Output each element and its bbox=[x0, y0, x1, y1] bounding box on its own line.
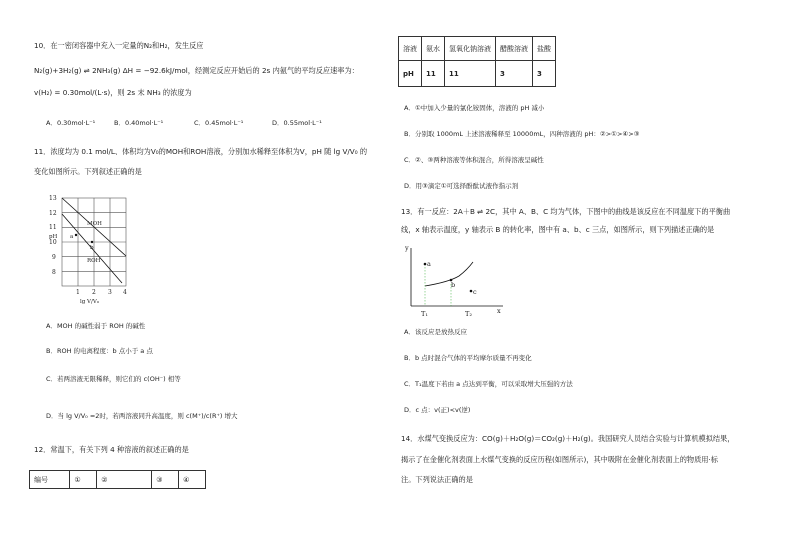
label-b: b bbox=[90, 245, 94, 251]
hdr-solution: 溶液 bbox=[399, 37, 422, 61]
q10-stem: 10．在一密闭容器中充入一定量的N₂和H₂，发生反应 bbox=[34, 41, 204, 50]
q10-option-d: D．0.55mol·L⁻¹ bbox=[272, 119, 322, 127]
q12-stem: 12．常温下，有关下列 4 种溶液的叙述正确的是 bbox=[34, 445, 189, 454]
ytick-9: 9 bbox=[52, 254, 56, 261]
cell-number-label: 编号 bbox=[30, 471, 70, 489]
q12-option-a: A．①中加入少量的氯化铵固体，溶液的 pH 减小 bbox=[404, 104, 545, 112]
q11-option-b: B．ROH 的电离程度：b 点小于 a 点 bbox=[46, 347, 153, 355]
x-axis-label: lg V/V₀ bbox=[80, 299, 100, 305]
label-moh: MOH bbox=[87, 221, 102, 227]
point-a bbox=[75, 234, 77, 236]
hdr-naoh: 氢氧化钠溶液 bbox=[445, 37, 496, 61]
q10-option-a: A．0.30mol·L⁻¹ bbox=[46, 119, 96, 127]
row-ph: pH bbox=[399, 61, 422, 87]
ytick-11: 11 bbox=[49, 224, 57, 231]
q14-line2: 揭示了在金催化剂表面上水煤气变换的反应历程(如图所示)，其中吸附在金催化剂表面上的物质用·标 bbox=[401, 455, 718, 464]
cell-4: ④ bbox=[179, 471, 206, 489]
q14-line3: 注。下列说法正确的是 bbox=[401, 475, 473, 484]
cell-1: ① bbox=[70, 471, 97, 489]
ph-dilution-graph bbox=[46, 192, 138, 310]
ytick-13: 13 bbox=[49, 195, 57, 202]
q12-option-c: C．②、③两种溶液等体积混合，所得溶液呈碱性 bbox=[404, 156, 544, 164]
ph-ammonia: 11 bbox=[422, 61, 445, 87]
cell-3: ③ bbox=[152, 471, 179, 489]
cell-2: ② bbox=[97, 471, 152, 489]
q13-stem-line2: 线，x 轴表示温度，y 轴表示 B 的转化率，图中有 a、b、c 三点，如图所示，则下列描述正确的是 bbox=[401, 225, 715, 234]
label-t1: T₁ bbox=[421, 310, 428, 318]
label-a: a bbox=[427, 260, 431, 268]
q13-option-c: C．T₁温度下若由 a 点达到平衡，可以采取增大压强的方法 bbox=[404, 380, 573, 388]
q13-option-b: B．b 点时混合气体的平均摩尔质量不再变化 bbox=[404, 354, 532, 362]
ph-hcl: 3 bbox=[533, 61, 556, 87]
q14-line1: 14．水煤气变换反应为：CO(g)＋H₂O(g)＝CO₂(g)＋H₂(g)。我国研究人员结合实验与计算机模拟结果， bbox=[401, 434, 735, 443]
conversion-temperature-graph bbox=[401, 242, 511, 318]
q10-option-b: B．0.40mol·L⁻¹ bbox=[114, 119, 164, 127]
q12-solution-table bbox=[398, 36, 556, 87]
ph-acetic: 3 bbox=[496, 61, 533, 87]
hdr-acetic: 醋酸溶液 bbox=[496, 37, 533, 61]
q13-option-d: D．c 点：v(正)<v(逆) bbox=[404, 406, 471, 414]
point-c bbox=[470, 290, 473, 293]
ytick-12: 12 bbox=[49, 210, 57, 217]
ytick-10: 10 bbox=[49, 239, 57, 246]
xtick-2: 2 bbox=[92, 289, 96, 296]
label-t2: T₂ bbox=[465, 310, 472, 318]
xtick-3: 3 bbox=[108, 289, 112, 296]
q12-option-b: B．分别取 1000mL 上述溶液稀释至 10000mL，四种溶液的 pH：②>①>④>③ bbox=[404, 130, 640, 138]
q11-option-a: A．MOH 的碱性弱于 ROH 的碱性 bbox=[46, 322, 146, 330]
label-c: c bbox=[473, 288, 477, 296]
q10-rate: v(H₂) = 0.30mol/(L·s)，则 2s 末 NH₃ 的浓度为 bbox=[34, 88, 192, 97]
q11-option-c: C．若两溶液无限稀释，则它们的 c(OH⁻) 相等 bbox=[46, 375, 181, 383]
point-a bbox=[424, 263, 427, 266]
equilibrium-curve bbox=[425, 262, 473, 286]
q12-number-table bbox=[29, 470, 206, 489]
q13-stem-line1: 13．有一反应：2A＋B ⇌ 2C，其中 A、B、C 均为气体，下图中的曲线是该反应在不同温度下的平衡曲 bbox=[401, 207, 731, 216]
label-b: b bbox=[451, 281, 456, 289]
label-roh: ROH bbox=[87, 258, 101, 264]
q10-option-c: C．0.45mol·L⁻¹ bbox=[194, 119, 244, 127]
label-a: a bbox=[70, 234, 74, 240]
y-axis-label: y bbox=[405, 244, 409, 252]
hdr-ammonia: 氨水 bbox=[422, 37, 445, 61]
q11-stem-line1: 11．浓度均为 0.1 mol/L、体积均为V₀的MOH和ROH溶液，分别加水稀释至体积为V，pH 随 lg V/V₀ 的 bbox=[34, 147, 368, 156]
hdr-hcl: 盐酸 bbox=[533, 37, 556, 61]
xtick-4: 4 bbox=[123, 289, 127, 296]
q13-option-a: A．该反应是放热反应 bbox=[404, 328, 467, 336]
y-axis-label: pH bbox=[49, 234, 58, 240]
xtick-1: 1 bbox=[76, 289, 80, 296]
ph-naoh: 11 bbox=[445, 61, 496, 87]
point-b bbox=[91, 241, 93, 243]
q11-stem-line2: 变化如图所示。下列叙述正确的是 bbox=[34, 167, 142, 176]
q11-option-d: D．当 lg V/V₀ =2时，若两溶液同升高温度，则 c(M⁺)/c(R⁺) 增大 bbox=[46, 412, 238, 420]
q10-reaction: N₂(g)+3H₂(g) ⇌ 2NH₃(g) ΔH = −92.6kJ/mol，经测定反应开始后的 2s 内氨气的平均反应速率为： bbox=[34, 66, 359, 75]
q12-option-d: D．用③滴定①可选择酚酞试液作指示剂 bbox=[404, 182, 519, 190]
ytick-8: 8 bbox=[52, 269, 56, 276]
x-axis-label: x bbox=[497, 307, 501, 315]
